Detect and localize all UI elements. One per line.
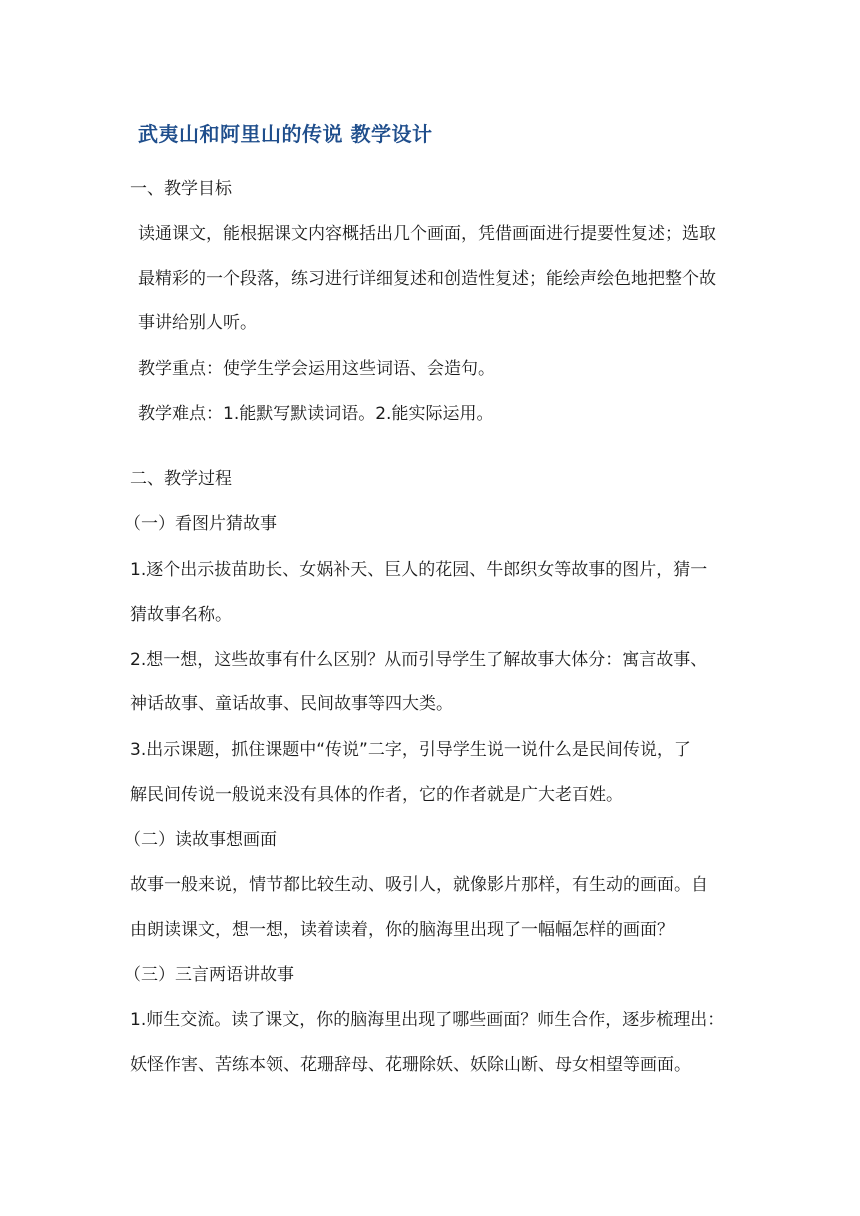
subsection-heading: （一）看图片猜故事: [124, 514, 277, 534]
section-heading-process: 二、教学过程: [130, 469, 232, 489]
subsection-heading: （二）读故事想画面: [124, 830, 277, 850]
paragraph-line: 神话故事、童话故事、民间故事等四大类。: [130, 694, 453, 714]
subsection-heading: （三）三言两语讲故事: [124, 965, 294, 985]
section-heading-goals: 一、教学目标: [130, 179, 232, 199]
document-title: 武夷山和阿里山的传说 教学设计: [138, 122, 433, 146]
paragraph-line: 猜故事名称。: [130, 605, 232, 625]
paragraph-line: 2.想一想，这些故事有什么区别？从而引导学生了解故事大体分：寓言故事、: [130, 650, 708, 670]
paragraph-line: 3.出示课题，抓住课题中“传说”二字，引导学生说一说什么是民间传说，了: [130, 740, 691, 760]
paragraph-line: 妖怪作害、苦练本领、花珊辞母、花珊除妖、妖除山断、母女相望等画面。: [130, 1055, 691, 1075]
paragraph-line: 1.逐个出示拔苗助长、女娲补天、巨人的花园、牛郎织女等故事的图片，猜一: [130, 560, 708, 580]
paragraph-line: 最精彩的一个段落，练习进行详细复述和创造性复述；能绘声绘色地把整个故: [138, 269, 716, 289]
paragraph-line: 事讲给别人听。: [138, 313, 257, 333]
difficult-point-line: 教学难点：1.能默写默读词语。2.能实际运用。: [138, 404, 494, 424]
paragraph-line: 解民间传说一般说来没有具体的作者，它的作者就是广大老百姓。: [130, 785, 623, 805]
key-point-line: 教学重点：使学生学会运用这些词语、会造句。: [138, 359, 495, 379]
paragraph-line: 由朗读课文，想一想，读着读着，你的脑海里出现了一幅幅怎样的画面？: [130, 920, 674, 940]
paragraph-line: 1.师生交流。读了课文，你的脑海里出现了哪些画面？师生合作，逐步梳理出：: [130, 1010, 725, 1030]
paragraph-line: 故事一般来说，情节都比较生动、吸引人，就像影片那样，有生动的画面。自: [130, 875, 708, 895]
paragraph-line: 读通课文，能根据课文内容概括出几个画面，凭借画面进行提要性复述；选取: [138, 224, 716, 244]
